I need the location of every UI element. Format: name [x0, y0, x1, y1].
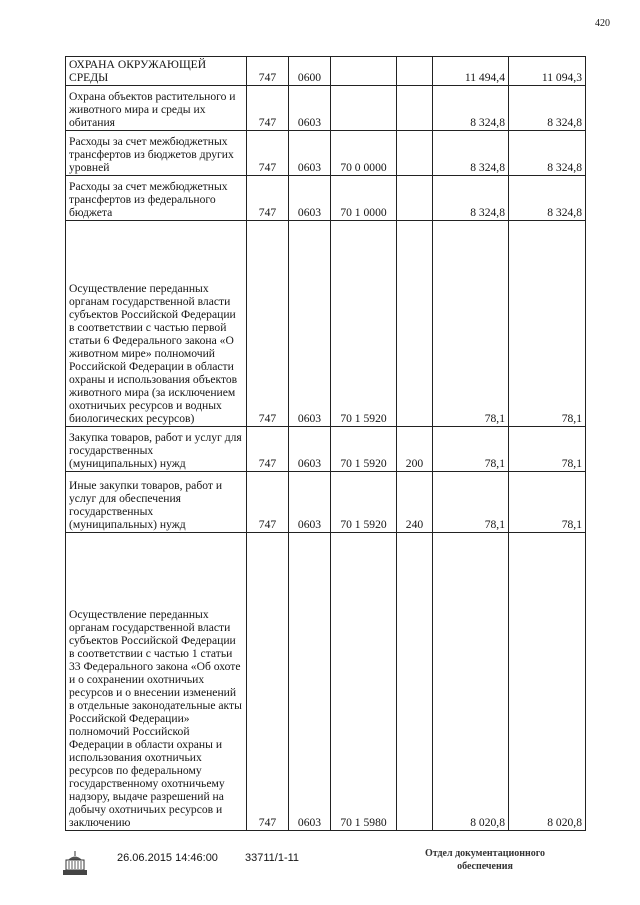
amount-year-2: 78,1	[509, 221, 586, 427]
amount-year-1: 8 324,8	[433, 86, 509, 131]
amount-year-2: 8 020,8	[509, 533, 586, 831]
amount-year-1: 8 020,8	[433, 533, 509, 831]
expense-type	[397, 533, 433, 831]
ministry-code: 747	[247, 86, 289, 131]
amount-year-1: 8 324,8	[433, 131, 509, 176]
target-code: 70 1 5980	[331, 533, 397, 831]
table-row	[66, 176, 586, 221]
target-code: 70 1 5920	[331, 221, 397, 427]
amount-year-1: 11 494,4	[433, 57, 509, 86]
target-code: 70 1 0000	[331, 176, 397, 221]
building-logo-icon	[60, 848, 90, 878]
table-row	[66, 472, 586, 533]
target-code	[331, 57, 397, 86]
ministry-code: 747	[247, 57, 289, 86]
expense-type: 200	[397, 427, 433, 472]
row-name: Осуществление переданных органам государственной власти субъектов Российской Федерации в соответствии с частью 1 статьи 33 Федерального закона «Об охоте и о сохранении охотничьих ресурсов и о внесении изменений в отдельные законодательные акты Российской Федерации» полномочий Российской Федерации в области охраны и использования охотничьих ресурсов по федеральному государственному охотничьему надзору, выдаче разрешений на добычу охотничьих ресурсов и заключению	[66, 533, 247, 831]
section-code: 0600	[289, 57, 331, 86]
section-code: 0603	[289, 427, 331, 472]
ministry-code: 747	[247, 131, 289, 176]
ministry-code: 747	[247, 427, 289, 472]
row-name: Охрана объектов растительного и животного мира и среды их обитания	[66, 86, 247, 131]
amount-year-1: 8 324,8	[433, 176, 509, 221]
ministry-code: 747	[247, 176, 289, 221]
expense-type	[397, 131, 433, 176]
table-row	[66, 131, 586, 176]
amount-year-2: 8 324,8	[509, 176, 586, 221]
row-name: Закупка товаров, работ и услуг для государственных (муниципальных) нужд	[66, 427, 247, 472]
row-name: Расходы за счет межбюджетных трансфертов из бюджетов других уровней	[66, 131, 247, 176]
footer-document-code: 33711/1-11	[245, 852, 300, 864]
target-code: 70 1 5920	[331, 472, 397, 533]
amount-year-1: 78,1	[433, 221, 509, 427]
amount-year-1: 78,1	[433, 472, 509, 533]
page-number: 420	[595, 18, 610, 29]
table-row	[66, 221, 586, 427]
row-name: Иные закупки товаров, работ и услуг для обеспечения государственных (муниципальных) нужд	[66, 472, 247, 533]
table-row	[66, 86, 586, 131]
target-code: 70 0 0000	[331, 131, 397, 176]
ministry-code: 747	[247, 472, 289, 533]
amount-year-2: 8 324,8	[509, 131, 586, 176]
section-code: 0603	[289, 131, 331, 176]
section-code: 0603	[289, 472, 331, 533]
expense-type	[397, 176, 433, 221]
expense-type	[397, 221, 433, 427]
expense-type	[397, 57, 433, 86]
table-row	[66, 427, 586, 472]
row-name: Расходы за счет межбюджетных трансфертов из федерального бюджета	[66, 176, 247, 221]
amount-year-2: 11 094,3	[509, 57, 586, 86]
section-code: 0603	[289, 221, 331, 427]
section-code: 0603	[289, 86, 331, 131]
amount-year-1: 78,1	[433, 427, 509, 472]
amount-year-2: 78,1	[509, 472, 586, 533]
expense-type	[397, 86, 433, 131]
budget-table	[65, 56, 586, 831]
section-code: 0603	[289, 176, 331, 221]
section-code: 0603	[289, 533, 331, 831]
target-code: 70 1 5920	[331, 427, 397, 472]
ministry-code: 747	[247, 533, 289, 831]
ministry-code: 747	[247, 221, 289, 427]
expense-type: 240	[397, 472, 433, 533]
footer-department-stamp: Отдел документационного обеспечения	[424, 848, 546, 872]
table-row	[66, 57, 586, 86]
amount-year-2: 8 324,8	[509, 86, 586, 131]
amount-year-2: 78,1	[509, 427, 586, 472]
target-code	[331, 86, 397, 131]
row-name: ОХРАНА ОКРУЖАЮЩЕЙ СРЕДЫ	[66, 57, 247, 86]
row-name: Осуществление переданных органам государственной власти субъектов Российской Федерации в соответствии с частью первой статьи 6 Федерального закона «О животном мире» полномочий Российской Федерации в области охраны и использования объектов животного мира (за исключением охотничьих ресурсов и водных биологических ресурсов)	[66, 221, 247, 427]
footer-datetime: 26.06.2015 14:46:00	[117, 852, 218, 864]
table-row	[66, 533, 586, 831]
